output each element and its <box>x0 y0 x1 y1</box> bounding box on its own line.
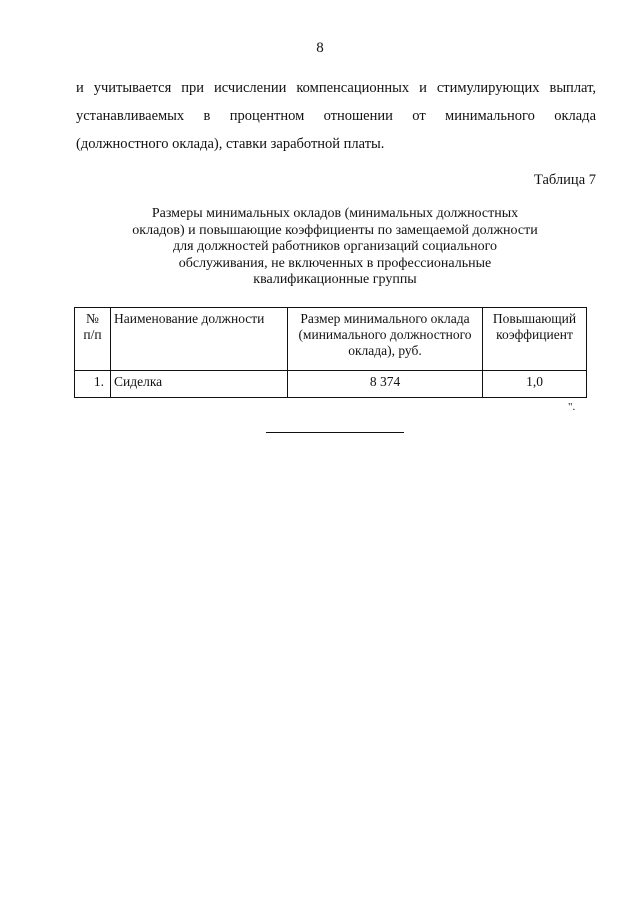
header-coefficient-line: Повышающий <box>492 311 577 326</box>
row-salary-size: 8 374 <box>288 371 483 398</box>
header-coefficient-line: коэффициент <box>496 327 573 342</box>
body-paragraph: и учитывается при исчислении компенсационных и стимулирующих выплат, устанавливаемых в процентном отношении от минимального оклада (должностного оклада), ставки заработной платы. <box>76 80 596 152</box>
positions-table <box>74 307 587 398</box>
table-caption-line: окладов) и повышающие коэффициенты по замещаемой должности <box>132 222 538 238</box>
row-coefficient: 1,0 <box>483 371 587 398</box>
header-salary-size: Размер минимального оклада (минимального должностного оклада), руб. <box>288 308 483 371</box>
header-number-abbr: п/п <box>83 327 102 342</box>
header-position-name: Наименование должности <box>111 308 288 371</box>
header-number <box>75 308 111 371</box>
header-number-symbol: № <box>86 311 99 326</box>
row-position-name: Сиделка <box>111 371 288 398</box>
row-number: 1. <box>75 371 111 398</box>
header-coefficient <box>483 308 587 371</box>
table-caption-line: квалификационные группы <box>253 272 417 288</box>
page-number: 8 <box>316 40 324 56</box>
closing-quote-mark: ". <box>568 401 576 413</box>
table-header-row <box>75 308 587 371</box>
table-caption-line: обслуживания, не включенных в профессиональные <box>178 255 492 271</box>
table-label: Таблица 7 <box>533 172 596 188</box>
separator-line <box>266 432 404 433</box>
table-caption <box>100 206 570 289</box>
table-caption-line: для должностей работников организаций социального <box>173 239 497 255</box>
table-caption-line: Размеры минимальных окладов (минимальных должностных <box>151 206 519 221</box>
table-row <box>75 371 587 398</box>
